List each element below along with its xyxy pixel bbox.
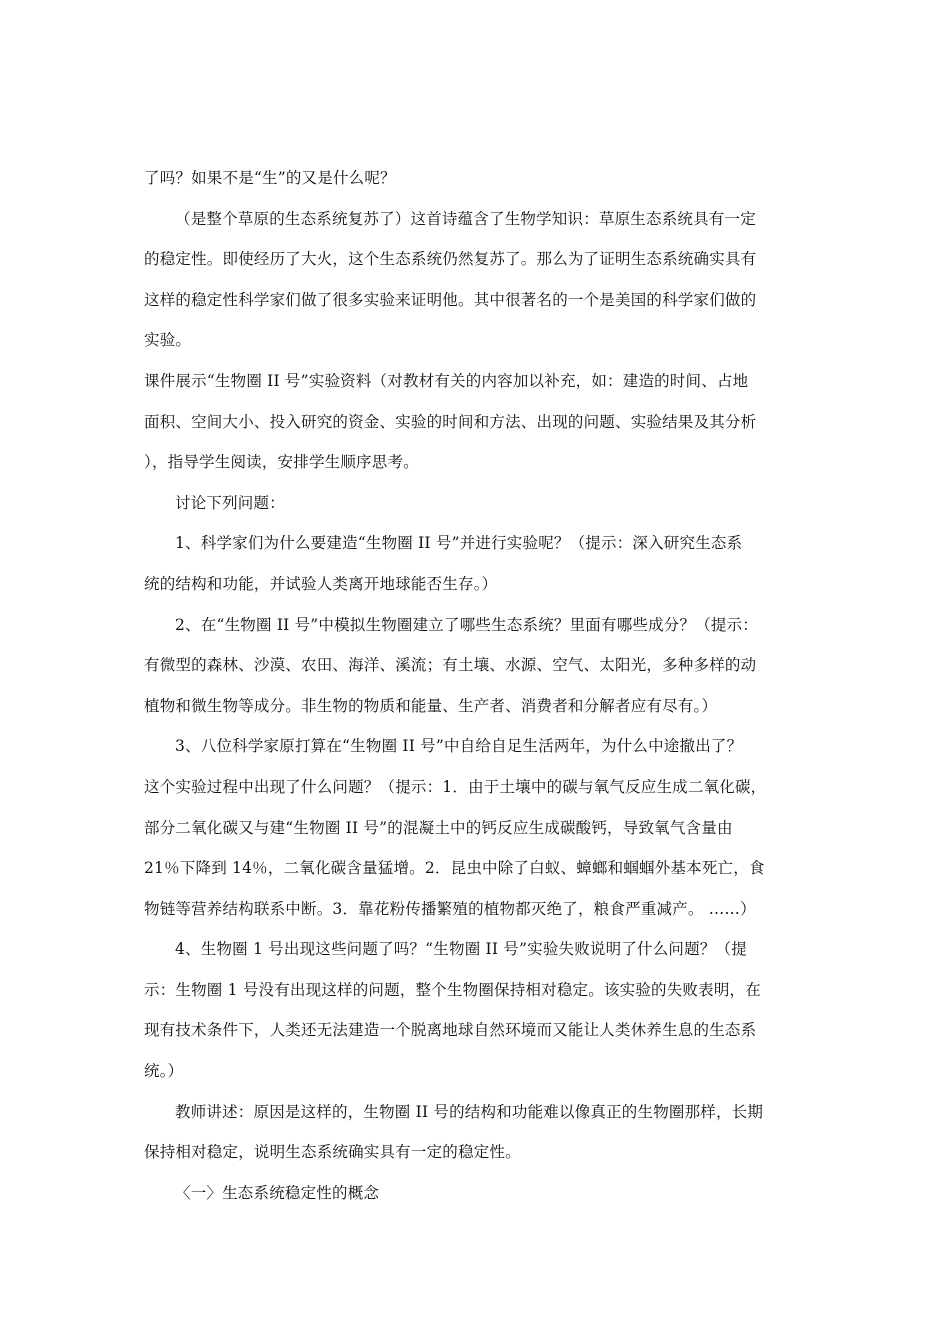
section-heading: 〈一〉生态系统稳定性的概念	[175, 1183, 380, 1202]
text-line: 这个实验过程中出现了什么问题？（提示：1．由于土壤中的碳与氧气反应生成二氧化碳，	[144, 777, 767, 796]
text-line: ），指导学生阅读，安排学生顺序思考。	[144, 453, 419, 472]
text-line: 1、科学家们为什么要建造“生物圈 II 号”并进行实验呢？（提示：深入研究生态系	[175, 534, 743, 553]
text-line: 4、生物圈 1 号出现这些问题了吗？“生物圈 II 号”实验失败说明了什么问题？（提	[175, 940, 747, 959]
text-line: 实验。	[144, 331, 192, 350]
text-line: 有微型的森林、沙漠、农田、海洋、溪流；有土壤、水源、空气、太阳光，多种多样的动	[144, 656, 757, 675]
text-line: 统。）	[144, 1062, 184, 1081]
text-line: 21％下降到 14％，二氧化碳含量猛增。2．昆虫中除了白蚁、蟑螂和蝈蝈外基本死亡，食	[144, 859, 765, 878]
text-line: 示：生物圈 1 号没有出现这样的问题，整个生物圈保持相对稳定。该实验的失败表明，在	[144, 980, 761, 999]
text-line: 3、八位科学家原打算在“生物圈 II 号”中自给自足生活两年，为什么中途撤出了？	[175, 737, 743, 756]
text-line: 保持相对稳定，说明生态系统确实具有一定的稳定性。	[144, 1143, 521, 1162]
text-line: 这样的稳定性科学家们做了很多实验来证明他。其中很著名的一个是美国的科学家们做的	[144, 290, 757, 309]
text-line: 2、在“生物圈 II 号”中模拟生物圈建立了哪些生态系统？里面有哪些成分？（提示：	[175, 615, 759, 634]
text-line: 部分二氧化碳又与建“生物圈 II 号”的混凝土中的钙反应生成碳酸钙，导致氧气含量由	[144, 818, 733, 837]
text-line: 了吗？如果不是“生”的又是什么呢？	[144, 169, 396, 187]
text-line: 课件展示“生物圈 II 号”实验资料（对教材有关的内容加以补充，如：建造的时间、占地	[144, 371, 749, 390]
text-line: 现有技术条件下，人类还无法建造一个脱离地球自然环境而又能让人类休养生息的生态系	[144, 1021, 757, 1040]
text-line: 面积、空间大小、投入研究的资金、实验的时间和方法、出现的问题、实验结果及其分析	[144, 412, 757, 431]
text-line: 教师讲述：原因是这样的，生物圈 II 号的结构和功能难以像真正的生物圈那样，长期	[175, 1102, 764, 1121]
text-line: （是整个草原的生态系统复苏了）这首诗蕴含了生物学知识：草原生态系统具有一定	[175, 209, 756, 228]
text-line: 物链等营养结构联系中断。3．靠花粉传播繁殖的植物都灭绝了，粮食严重减产。 ……）	[144, 899, 756, 918]
document-body	[144, 158, 812, 1213]
text-line: 的稳定性。即使经历了大火，这个生态系统仍然复苏了。那么为了证明生态系统确实具有	[144, 250, 757, 269]
text-line: 统的结构和功能，并试验人类离开地球能否生存。）	[144, 574, 498, 593]
text-line: 植物和微生物等成分。非生物的物质和能量、生产者、消费者和分解者应有尽有。）	[144, 696, 718, 715]
text-line: 讨论下列问题：	[175, 493, 285, 512]
